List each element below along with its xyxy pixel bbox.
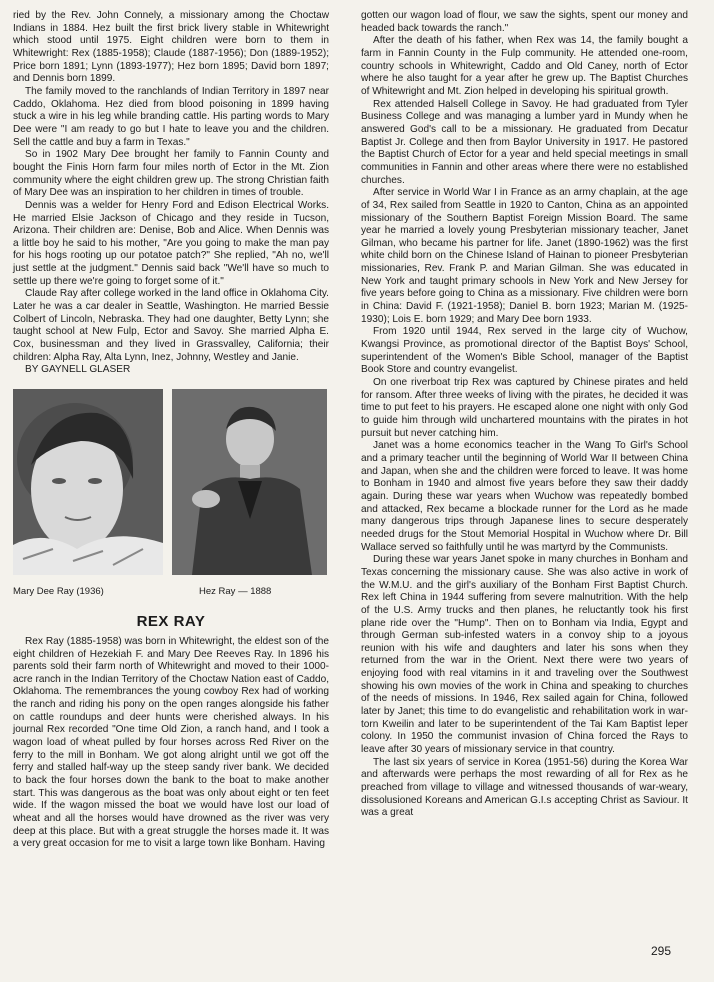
paragraph: After service in World War I in France as an army chaplain, at the age of 34, Rex sailed from Seattle in 1920 to Canton, China as an appointed missionary of the Southern Baptist Foreign Mission Board. The same year he married a lovely young Presbyterian missionary teacher, Janet Gilman, who became his partner for life. Janet (1890-1962) was the first white child born on the Chinese Island of Hainan to pioneer Presbyterian missionaries, Rev. Frank P. and Marian Gilman. She was educated in New York and taught primary schools in New York and New Jersey for five years before going to China as a missionary. Five children were born in China: David F. (1921-1958); Daniel B. born 1923; Marian M. (1925-1930); Lois E. born 1929; and Mary Dee born 1933. (361, 187, 688, 325)
paragraph: gotten our wagon load of flour, we saw the sights, spent our money and headed back towards the ranch." (361, 10, 688, 34)
paragraph: On one riverboat trip Rex was captured by Chinese pirates and held for ransom. After three weeks of living with the pirates, he decided it was time to put feet to his prayers. He escaped alone one night with only God to guide him through wild unchartered mountains with the pirates in hot pursuit but never catching him. (361, 377, 688, 439)
paragraph: Dennis was a welder for Henry Ford and Edison Electrical Works. He married Elsie Jackson of Chicago and they reside in Tucson, Arizona. Their children are: Denise, Bob and Alice. When Dennis was a little boy he said to his mother, "Are you going to make the man pay for his hogs rooting up our potatoe patch?" She replied, "Ah no, we'll just settle at the judgment." Dennis said back "We'll have so much to settle up there we're going to forget some of it." (13, 199, 329, 287)
paragraph: The family moved to the ranchlands of Indian Territory in 1897 near Caddo, Oklahoma. Hez died from blood poisoning in 1899 having stuck a wire in his leg while branding cattle. His parting words to Mary Dee were "I am ready to go but I hate to leave you and the children. Sell the cattle and buy a farm in Texas." (13, 85, 329, 148)
left-column (13, 10, 329, 851)
paragraph: During these war years Janet spoke in many churches in Bonham and Texas concerning the missionary cause. She was also active in work of the W.M.U. and the girl's auxiliary of the Bonham First Baptist Church. Rex left China in 1944 suffering from severe malnutrition. With the help of the U.S. Army trucks and then planes, he reluctantly took his first plane ride over the "Hump". Then on to Bonham via India, Egypt and through German sub-infested waters in a convoy ship to a joyous reunion with his wife and daughters and later his sons when they returned from the war in the Orient. Next there were two years of enjoying food with real vitamins in it and traveling over the Southwest showing his own movies of the work in China and speaking to churches of the needs of missions. In 1946, Rex sailed again for China, followed later by Janet; this time to do evangelistic and rehabilitation work in war-torn Kweilin and later to be superintendent of the Tai Kam Baptist leper colony. In 1950 the communist invasion of China forced the Rays to leave after 30 years of missionary service in that country. (361, 554, 688, 756)
paragraph: Rex Ray (1885-1958) was born in Whitewright, the eldest son of the eight children of Hezekiah F. and Mary Dee Reeves Ray. In 1896 his parents sold their farm north of Whitewright and moved to their 1000-acre ranch in the Indian Territory of the Choctaw Nation east of Caddo, Oklahoma. The remembrances the young cowboy Rex had of working the ranch and riding his pony on the open ranges alongside his father on cattle roundups and deer hunts were cherished always. In his journal Rex recorded "One time Old Zion, a ranch hand, and I took a wagon load of wheat pulled by four horses across Red River on the ferry to the mill in Bonham. We got along alright until we got off the ferry and stalled half-way up the steep sandy river bank. We decided to back the four horses down the bank to the boat to make another start. This was dangerous as the boat was only about eight or ten feet wide. If the wagon missed the boat we would have lost our load of wheat and all the horses would have drowned as the river was very deep at this place. But with a great struggle the horses made it. It was a very great occasion for me to visit a large town like Bonham. Having (13, 635, 329, 850)
photo-caption: Hez Ray — 1888 (199, 586, 272, 598)
byline: BY GAYNELL GLASER (25, 364, 131, 376)
page-number: 295 (651, 944, 672, 958)
photo-hez-ray (172, 389, 327, 575)
paragraph: Janet was a home economics teacher in the Wang To Girl's School and a primary teacher until the beginning of World War II between China and Japan, when she and the children were forced to leave. It was home to Bonham in 1940 and almost five years before they saw their daddy again. During these war years when Wuchow was repeatedly bombed and attacked, Rex became a blockade runner for the Lord as he made many dangerous trips through Japanese lines to secure desperately needed drugs for the Stout Memorial Hospital in Wuchow where Dr. Bill Wallace served so faithfully until he was martyrd by the Communists. (361, 440, 688, 553)
portrait-woman-image (13, 389, 163, 575)
paragraph: Rex attended Halsell College in Savoy. He had graduated from Tyler Business College and was managing a lumber yard in Mundy when he answered God's call to be a missionary. He graduated from Decatur Baptist Jr. College and then from Baylor University in 1917. He pastored the Baptist Church of Ector for a year and held special meetings in small communities in Fannin and other areas where there were no established churches. (361, 98, 688, 186)
right-column (361, 10, 688, 820)
paragraph: The last six years of service in Korea (1951-56) during the Korea War and afterwards were perhaps the most rewarding of all for Rex as he preached from village to village and witnessed thousands of war-weary, dissolusioned Koreans and American G.I.s accepting Christ as Saviour. It was a great (361, 756, 688, 819)
photo-caption: Mary Dee Ray (1936) (13, 586, 104, 598)
paragraph: Claude Ray after college worked in the land office in Oklahoma City. Later he was a car dealer in Seattle, Washington. He married Bessie Colbert of Lincoln, Nebraska. They had one daughter, Betty Lynn; she taught school at New Fulp, Ector and Savoy. She married Alpha E. Cox, businessman and they lived in Grassvalley, California; their children: Alpha Ray, Alta Lynn, Inez, Johnny, Westley and Janie. (13, 288, 329, 363)
paragraph: So in 1902 Mary Dee brought her family to Fannin County and bought the Finis Horn farm four miles north of Ector in the Mt. Zion community where the eight children grew up. The strong Christian faith of Mary Dee was an inspiration to her children in times of trouble. (13, 149, 329, 199)
portrait-man-image (172, 389, 327, 575)
photo-mary-dee-ray (13, 389, 163, 575)
paragraph: After the death of his father, when Rex was 14, the family bought a farm in Fannin County in the Fulp community. He attended one-room, country schools in Whitewright, Caddo and Old Caney, north of Ector where he also taught for a year after he grew up. The Baptist Churches of Whitewright and Mt. Zion helped in developing his spiritual growth. (361, 35, 688, 97)
paragraph: From 1920 until 1944, Rex served in the large city of Wuchow, Kwangsi Province, as promotional director of the Baptist Boys' School, superintendent of the Women's Bible School, manager of the Baptist Book Store and country evangelist. (361, 326, 688, 376)
section-title: REX RAY (136, 613, 206, 631)
photo-row (13, 389, 329, 598)
paragraph: ried by the Rev. John Connely, a missionary among the Choctaw Indians in 1884. Hez built the first brick livery stable in Whitewright which stood until 1975. Eight children were born to them in Whitewright: Rex (1885-1958); Claude (1887-1956); Don (1889-1952); Price born 1891; Lynn (1893-1977); Hez born 1895; David born 1897; and Dennis born 1899. (13, 10, 329, 85)
